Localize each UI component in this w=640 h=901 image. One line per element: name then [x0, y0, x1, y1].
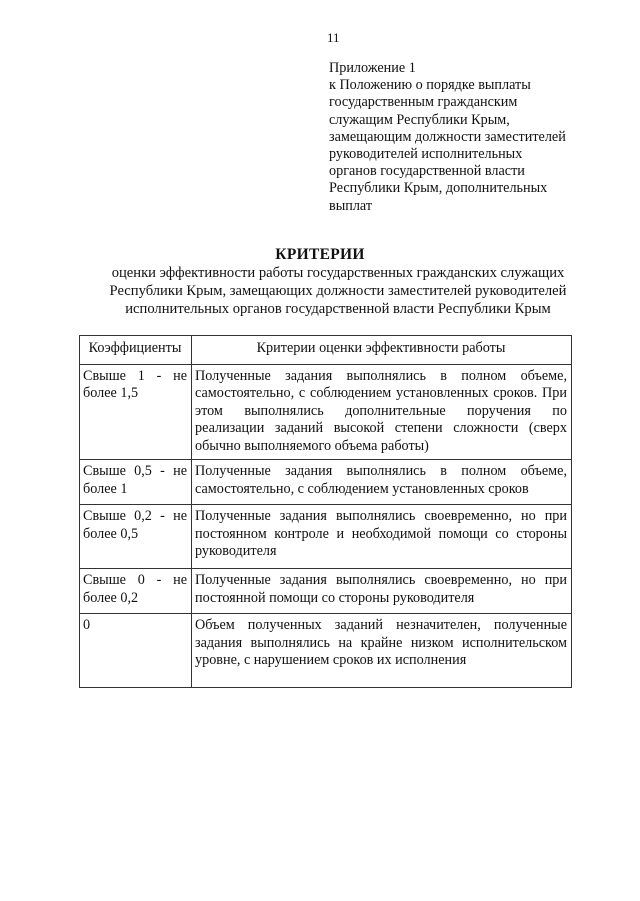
appendix-line: государственным гражданским	[329, 94, 518, 111]
appendix-line: руководителей исполнительных	[329, 146, 523, 163]
coefficient-cell: Свыше 0,5 - не более 1	[80, 460, 192, 505]
appendix-line: Приложение 1	[329, 60, 416, 76]
header-coefficients: Коэффициенты	[80, 336, 192, 365]
coefficient-cell: Свыше 0 - не более 0,2	[80, 569, 192, 614]
coefficient-cell: 0	[80, 614, 192, 688]
header-criteria: Критерии оценки эффективности работы	[192, 336, 572, 365]
subtitle-line: Республики Крым, замещающих должности заместителей руководителей	[109, 283, 567, 299]
appendix-note	[329, 60, 599, 215]
criteria-cell: Объем полученных заданий незначителен, полученные задания выполнялись на крайне низком исполнительском уровне, с нарушением сроков их исполнения	[192, 614, 572, 688]
table-row	[80, 614, 572, 688]
appendix-line: служащим Республики Крым,	[329, 111, 510, 128]
coefficient-cell: Свыше 0,2 - не более 0,5	[80, 505, 192, 569]
table-row	[80, 364, 572, 460]
table-row	[80, 569, 572, 614]
document-title: КРИТЕРИИ	[275, 246, 365, 263]
coefficient-cell: Свыше 1 - не более 1,5	[80, 364, 192, 460]
page-number: 11	[327, 30, 340, 45]
criteria-cell: Полученные задания выполнялись в полном объеме, самостоятельно, с соблюдением установленных сроков. При этом выполнялись дополнительные поручения по реализации заданий высокой степени сложности (сверх обычно выполняемого объема работы)	[192, 364, 572, 460]
appendix-line: Республики Крым, дополнительных	[329, 180, 548, 197]
appendix-line: замещающим должности заместителей	[329, 128, 566, 145]
document-subtitle	[0, 264, 640, 318]
table-header-row	[80, 336, 572, 365]
appendix-line: к Положению о порядке выплаты	[329, 77, 531, 94]
table-row	[80, 460, 572, 505]
appendix-line: органов государственной власти	[329, 163, 525, 180]
criteria-table	[79, 335, 572, 688]
table-row	[80, 505, 572, 569]
subtitle-line: исполнительных органов государственной власти Республики Крым	[125, 301, 551, 317]
criteria-cell: Полученные задания выполнялись в полном объеме, самостоятельно, с соблюдением установленных сроков	[192, 460, 572, 505]
criteria-cell: Полученные задания выполнялись своевременно, но при постоянном контроле и необходимой помощи со стороны руководителя	[192, 505, 572, 569]
criteria-cell: Полученные задания выполнялись своевременно, но при постоянной помощи со стороны руководителя	[192, 569, 572, 614]
appendix-line: выплат	[329, 197, 373, 214]
subtitle-line: оценки эффективности работы государственных гражданских служащих	[111, 265, 565, 281]
